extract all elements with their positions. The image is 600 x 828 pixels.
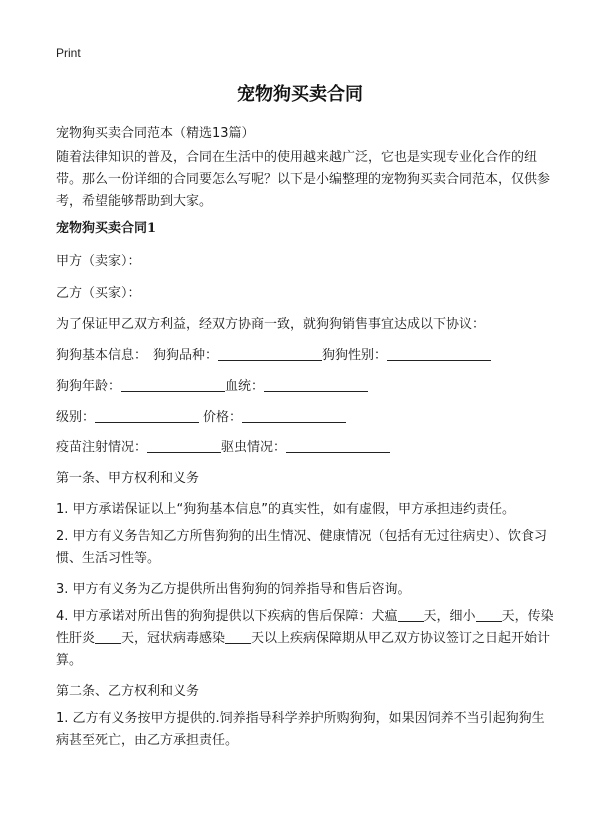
vaccine-blank xyxy=(147,438,221,453)
breed-label: 狗狗品种： xyxy=(153,348,219,363)
deworming-label: 驱虫情况： xyxy=(221,440,287,455)
item4-text-e: 天以上疾病保障期从甲乙双方协议签订之日起开始计算。 xyxy=(56,631,551,668)
gender-label: 狗狗性别： xyxy=(322,348,388,363)
coronavirus-blank xyxy=(225,629,251,644)
intro-paragraph: 随着法律知识的普及，合同在生活中的使用越来越广泛，它也是实现专业化合作的纽带。那么一份详细的合同要怎么写呢？以下是小编整理的宠物狗买卖合同范本，仅供参考，希望能够帮助到大家。 xyxy=(56,150,551,209)
article1-item3: 3. 甲方有义务为乙方提供所出售狗狗的饲养指导和售后咨询。 xyxy=(56,582,411,597)
parvo-blank xyxy=(476,607,502,622)
vaccine-row xyxy=(56,436,390,455)
gender-blank xyxy=(387,346,491,361)
bloodline-label: 血统： xyxy=(225,379,265,394)
grade-label: 级别： xyxy=(56,410,96,425)
hepatitis-blank xyxy=(95,629,121,644)
age-label: 狗狗年龄： xyxy=(56,379,122,394)
basic-info-row xyxy=(56,344,491,363)
age-row xyxy=(56,375,368,394)
bloodline-blank xyxy=(264,377,368,392)
distemper-blank xyxy=(398,607,424,622)
item4-text-a: 4. 甲方承诺对所出售的狗狗提供以下疾病的售后保障：犬瘟 xyxy=(56,609,398,624)
basic-info-label: 狗狗基本信息： xyxy=(56,348,148,363)
print-label[interactable]: Print xyxy=(56,46,81,60)
grade-row xyxy=(56,406,346,425)
price-blank xyxy=(242,408,346,423)
age-blank xyxy=(121,377,225,392)
deworming-blank xyxy=(286,438,390,453)
vaccine-label: 疫苗注射情况： xyxy=(56,440,148,455)
item4-text-c: 天，传染性肝炎 xyxy=(56,609,554,646)
price-label: 价格： xyxy=(203,410,243,425)
article1-item2: 2. 甲方有义务告知乙方所售狗狗的出生情况、健康情况（包括有无过往病史）、饮食习惯、生活习性等。 xyxy=(56,529,548,566)
article1-heading: 第一条、甲方权利和义务 xyxy=(56,471,200,486)
document-title: 宠物狗买卖合同 xyxy=(237,84,363,105)
article2-item1: 1. 乙方有义务按甲方提供的.饲养指导科学养护所购狗狗，如果因饲养不当引起狗狗生病甚至死亡，由乙方承担责任。 xyxy=(56,711,545,748)
item4-text-d: 天，冠状病毒感染 xyxy=(121,631,226,646)
document-subtitle: 宠物狗买卖合同范本（精选13篇） xyxy=(56,126,255,141)
section-heading: 宠物狗买卖合同1 xyxy=(56,221,157,236)
party-b-line: 乙方（买家）： xyxy=(56,286,141,301)
preamble: 为了保证甲乙双方利益，经双方协商一致，就狗狗销售事宜达成以下协议： xyxy=(56,317,486,332)
grade-blank xyxy=(95,408,199,423)
breed-blank xyxy=(218,346,322,361)
article2-heading: 第二条、乙方权利和义务 xyxy=(56,684,200,699)
article1-item4 xyxy=(56,606,556,672)
item4-text-b: 天，细小 xyxy=(423,609,476,624)
party-a-line: 甲方（卖家）： xyxy=(56,254,141,269)
article1-item1: 1. 甲方承诺保证以上“狗狗基本信息”的真实性，如有虚假，甲方承担违约责任。 xyxy=(56,502,516,517)
